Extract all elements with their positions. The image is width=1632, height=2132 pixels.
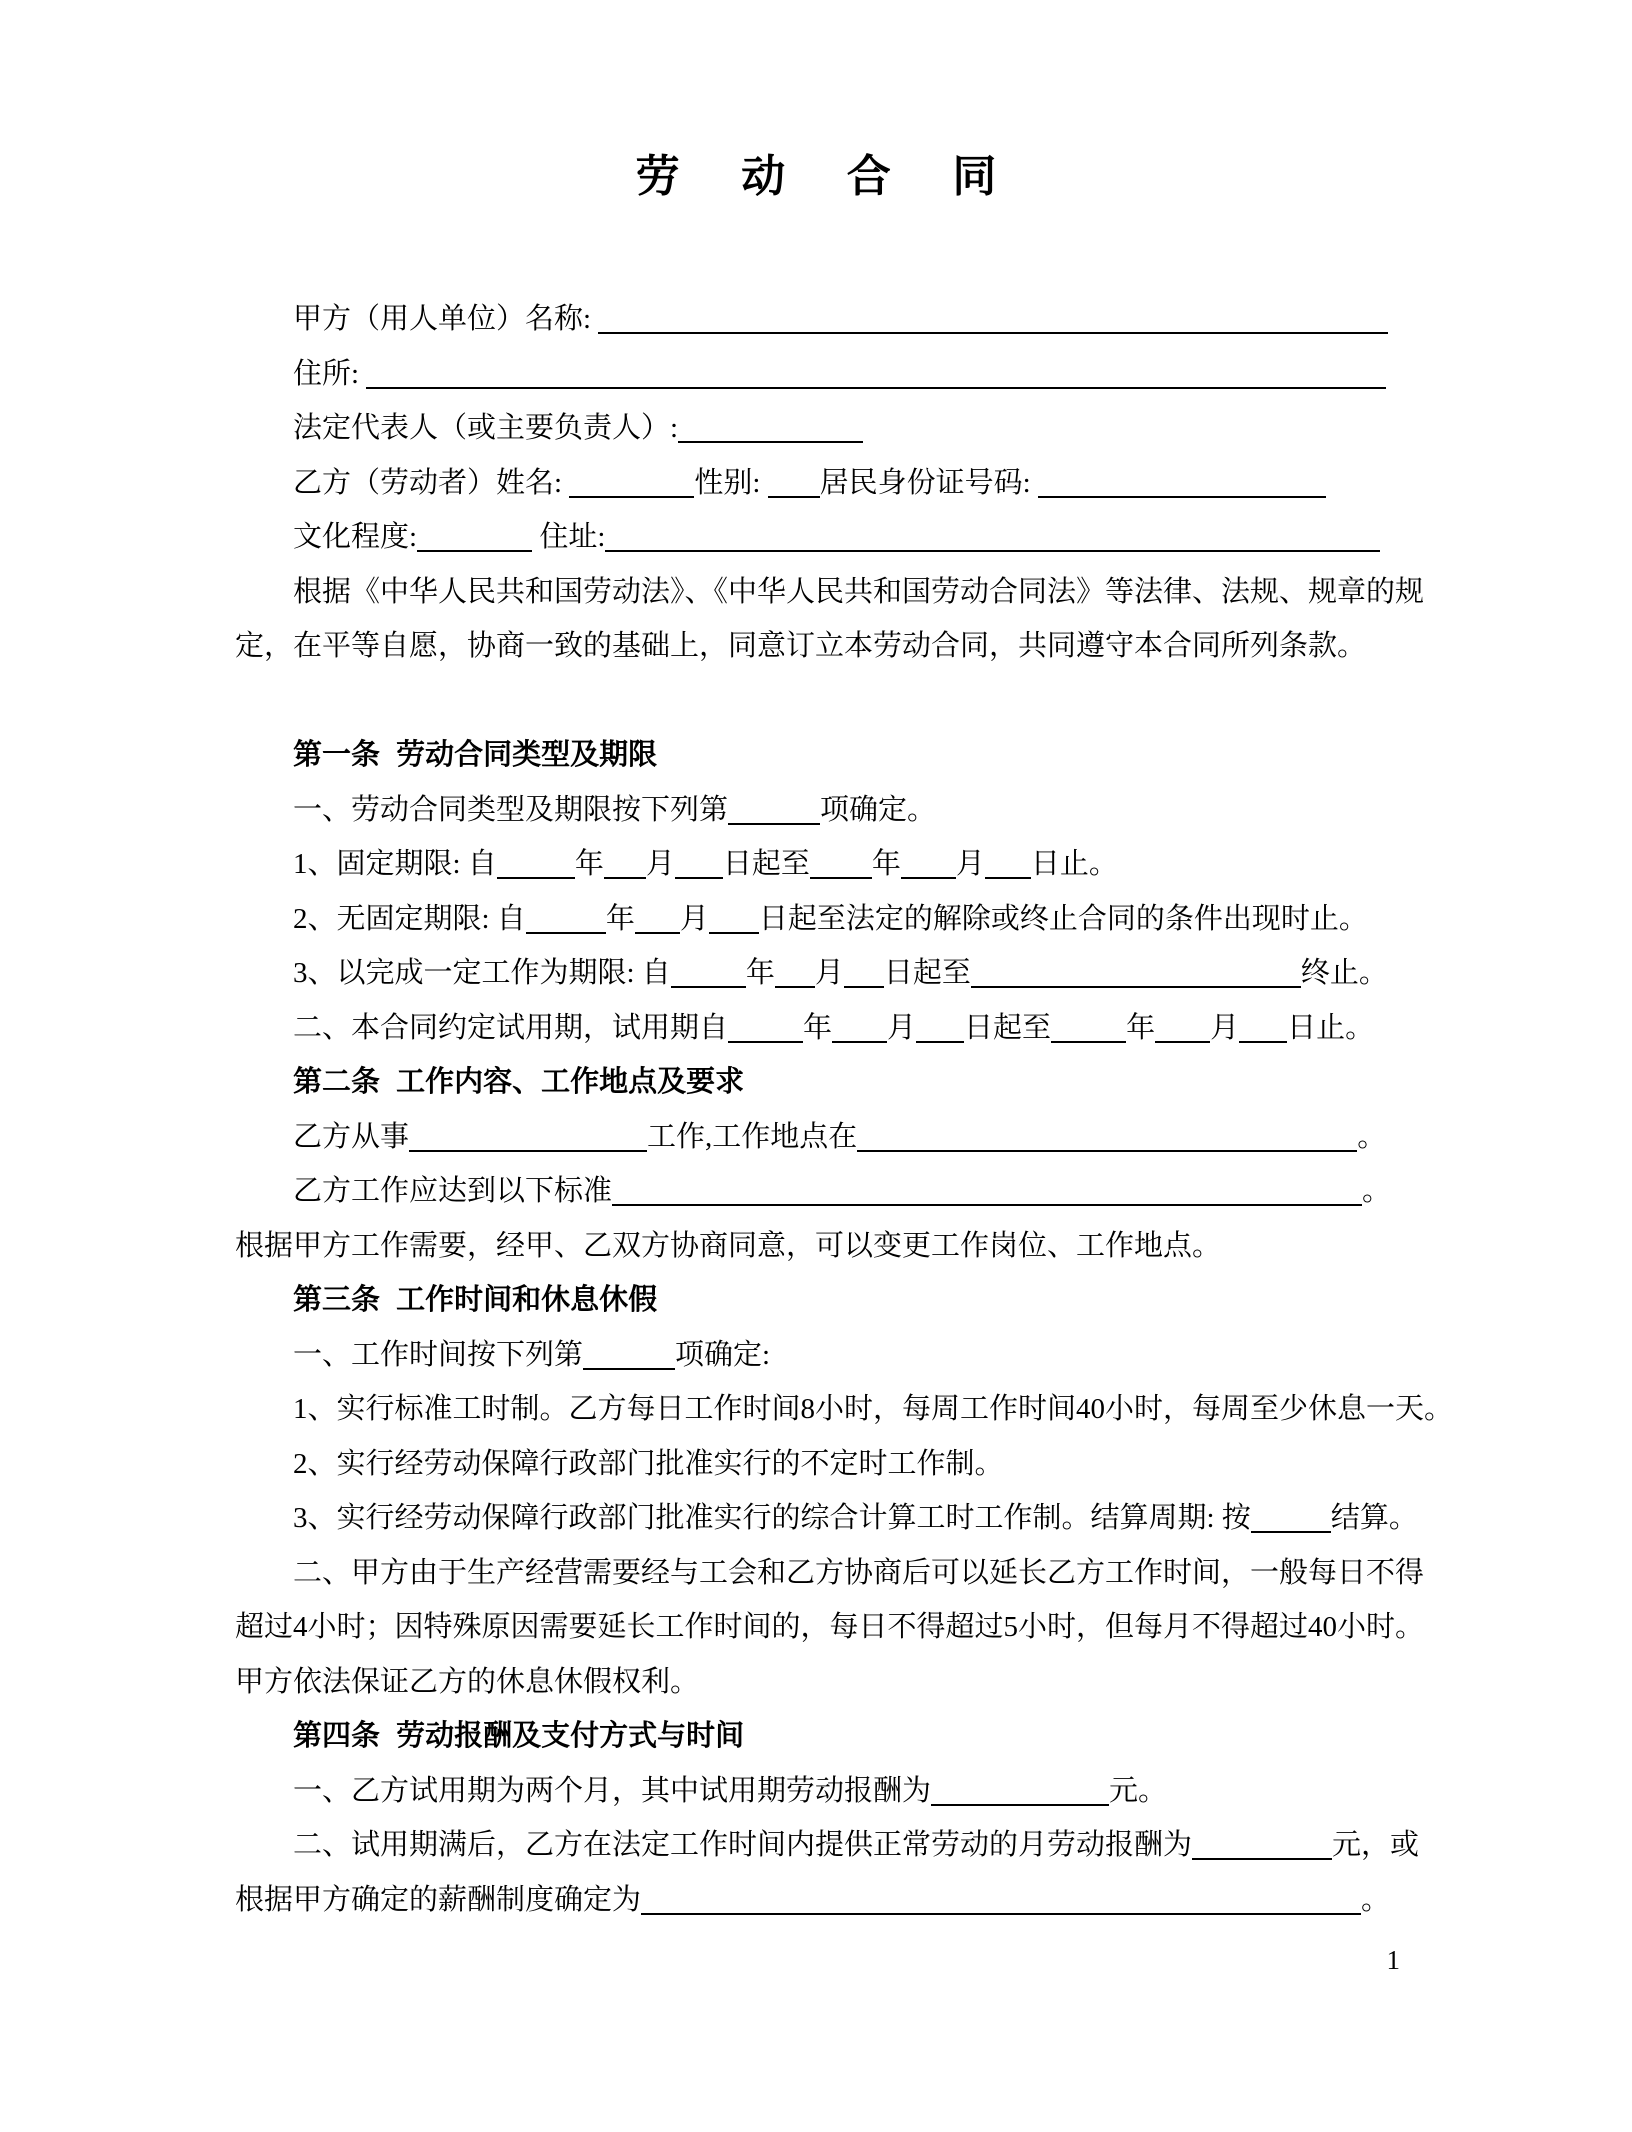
text-run: 终止。 bbox=[1300, 957, 1388, 989]
blank-field bbox=[985, 849, 1031, 879]
text-run: 住址: bbox=[532, 521, 606, 553]
text-run: 性别: bbox=[694, 466, 768, 499]
section-heading bbox=[235, 1055, 1400, 1110]
text-run: 2、无固定期限: 自 bbox=[293, 902, 526, 935]
blank-field bbox=[768, 468, 820, 498]
text-run: 二、本合同约定试用期，试用期自 bbox=[293, 1011, 729, 1044]
blank-field bbox=[709, 904, 759, 934]
document-title bbox=[0, 146, 1632, 208]
text-run: 日起至法定的解除或终止合同的条件出现时止。 bbox=[758, 902, 1368, 935]
blank-field bbox=[675, 849, 723, 879]
text-run: 居民身份证号码: bbox=[819, 466, 1038, 499]
text-run: 住所: bbox=[293, 357, 367, 390]
text-run: 乙方从事 bbox=[293, 1120, 410, 1153]
contract-line bbox=[235, 1546, 1425, 1601]
text-run: 3、实行经劳动保障行政部门批准实行的综合计算工时工作制。结算周期: 按 bbox=[293, 1502, 1251, 1534]
section-heading bbox=[235, 728, 1400, 783]
text-run: 。 bbox=[1362, 1175, 1392, 1207]
text-run: 年 bbox=[803, 1011, 833, 1044]
contract-line bbox=[235, 1110, 1400, 1165]
text-run: 第二条 工作内容、工作地点及要求 bbox=[293, 1066, 745, 1098]
contract-line bbox=[235, 1219, 1400, 1274]
blank-field bbox=[931, 1776, 1109, 1806]
blank-field bbox=[844, 958, 884, 988]
contract-line bbox=[235, 401, 1400, 456]
blank-field bbox=[728, 795, 820, 825]
blank-field bbox=[971, 958, 1301, 988]
text-run: 一、乙方试用期为两个月，其中试用期劳动报酬为 bbox=[293, 1774, 932, 1807]
blank-field bbox=[678, 413, 863, 443]
text-run: 甲方（用人单位）名称: bbox=[293, 303, 599, 335]
contract-line bbox=[235, 837, 1400, 892]
contract-line bbox=[235, 1655, 1400, 1710]
text-run: 元，或 bbox=[1332, 1829, 1420, 1861]
text-run: 结算。 bbox=[1330, 1502, 1418, 1534]
blank-field bbox=[635, 904, 680, 934]
contract-line bbox=[235, 1328, 1400, 1383]
text-run: 月 bbox=[679, 902, 709, 935]
text-run: 项确定: bbox=[675, 1338, 771, 1371]
blank-field bbox=[857, 1122, 1357, 1152]
text-run: 甲方依法保证乙方的休息休假权利。 bbox=[235, 1665, 700, 1698]
text-run: 月 bbox=[645, 848, 675, 880]
contract-line bbox=[235, 1001, 1400, 1056]
contract-line bbox=[235, 292, 1400, 347]
text-run: 工作,工作地点在 bbox=[647, 1120, 858, 1153]
blank-field bbox=[497, 849, 575, 879]
text-run: 1、固定期限: 自 bbox=[293, 848, 497, 880]
blank-field bbox=[1192, 1830, 1332, 1860]
text-run: 。 bbox=[1357, 1120, 1387, 1153]
text-run: 年 bbox=[574, 848, 604, 880]
blank-field bbox=[641, 1885, 1361, 1915]
blank-field bbox=[605, 522, 1380, 552]
text-run: 乙方工作应达到以下标准 bbox=[293, 1175, 613, 1207]
contract-line bbox=[235, 347, 1400, 402]
contract-line bbox=[235, 1382, 1454, 1437]
text-run: 2、实行经劳动保障行政部门批准实行的不定时工作制。 bbox=[293, 1447, 1004, 1480]
contract-line bbox=[235, 783, 1400, 838]
text-run: 定，在平等自愿，协商一致的基础上，同意订立本劳动合同，共同遵守本合同所列条款。 bbox=[235, 630, 1367, 662]
text-run: 日止。 bbox=[1030, 848, 1118, 880]
blank-field bbox=[671, 958, 746, 988]
blank-field bbox=[775, 958, 815, 988]
text-run: 项确定。 bbox=[820, 793, 937, 826]
blank-field bbox=[612, 1176, 1362, 1206]
text-run: 文化程度: bbox=[293, 521, 418, 553]
text-run: 1、实行标准工时制。乙方每日工作时间8小时，每周工作时间40小时，每周至少休息一天。 bbox=[293, 1393, 1454, 1425]
section-heading bbox=[235, 1709, 1400, 1764]
blank-field bbox=[604, 849, 646, 879]
text-run: 日起至 bbox=[722, 848, 810, 880]
text-run: 第三条 工作时间和休息休假 bbox=[293, 1284, 658, 1316]
text-run: 3、以完成一定工作为期限: 自 bbox=[293, 957, 671, 989]
document-title-text: 劳动合同 bbox=[635, 152, 1058, 201]
blank-field bbox=[916, 1013, 964, 1043]
text-run: 月 bbox=[887, 1011, 917, 1044]
text-run: 超过4小时；因特殊原因需要延长工作时间的，每日不得超过5小时，但每月不得超过40小时。 bbox=[235, 1611, 1425, 1643]
text-run: 月 bbox=[1210, 1011, 1240, 1044]
blank-field bbox=[728, 1013, 803, 1043]
blank-field bbox=[1251, 1503, 1331, 1533]
page-number: 1 bbox=[1386, 1945, 1400, 1975]
text-run: 第一条 劳动合同类型及期限 bbox=[293, 739, 658, 771]
contract-line bbox=[235, 946, 1400, 1001]
text-run: 月 bbox=[814, 957, 844, 989]
text-run: 日止。 bbox=[1287, 1011, 1375, 1044]
text-run: 月 bbox=[955, 848, 985, 880]
blank-field bbox=[598, 304, 1388, 334]
text-run: 二、试用期满后，乙方在法定工作时间内提供正常劳动的月劳动报酬为 bbox=[293, 1829, 1193, 1861]
blank-field bbox=[1155, 1013, 1210, 1043]
contract-line bbox=[235, 619, 1400, 674]
blank-field bbox=[366, 359, 1386, 389]
contract-body bbox=[235, 292, 1454, 1927]
section-heading bbox=[235, 1273, 1400, 1328]
contract-line bbox=[235, 1437, 1400, 1492]
contract-line bbox=[235, 674, 1400, 729]
text-run: 年 bbox=[605, 902, 635, 935]
blank-field bbox=[409, 1122, 647, 1152]
contract-line bbox=[235, 456, 1400, 511]
text-run: 。 bbox=[1361, 1883, 1391, 1916]
blank-field bbox=[583, 1340, 675, 1370]
text-run: 根据甲方工作需要，经甲、乙双方协商同意，可以变更工作岗位、工作地点。 bbox=[235, 1229, 1222, 1262]
text-run: 元。 bbox=[1109, 1774, 1168, 1807]
text-run: 法定代表人（或主要负责人）: bbox=[293, 412, 679, 444]
text-run: 一、工作时间按下列第 bbox=[293, 1338, 584, 1371]
blank-field bbox=[569, 468, 694, 498]
blank-field bbox=[832, 1013, 887, 1043]
text-run: 年 bbox=[871, 848, 901, 880]
contract-line bbox=[235, 510, 1400, 565]
text-run: 一、劳动合同类型及期限按下列第 bbox=[293, 793, 729, 826]
text-run: 第四条 劳动报酬及支付方式与时间 bbox=[293, 1720, 745, 1752]
blank-field bbox=[810, 849, 872, 879]
blank-field bbox=[417, 522, 532, 552]
contract-line bbox=[235, 1818, 1420, 1873]
contract-line bbox=[235, 565, 1425, 620]
text-run: 年 bbox=[745, 957, 775, 989]
text-run: 根据《中华人民共和国劳动法》、《中华人民共和国劳动合同法》等法律、法规、规章的规 bbox=[293, 575, 1425, 608]
text-run: 日起至 bbox=[883, 957, 971, 989]
text-run: 根据甲方确定的薪酬制度确定为 bbox=[235, 1883, 642, 1916]
blank-field bbox=[526, 904, 606, 934]
contract-line bbox=[235, 1873, 1400, 1928]
contract-line bbox=[235, 1764, 1400, 1819]
text-run: 二、甲方由于生产经营需要经与工会和乙方协商后可以延长乙方工作时间，一般每日不得 bbox=[293, 1556, 1425, 1589]
blank-field bbox=[1038, 468, 1326, 498]
blank-field bbox=[1051, 1013, 1126, 1043]
text-run: 乙方（劳动者）姓名: bbox=[293, 466, 570, 499]
blank-field bbox=[1239, 1013, 1287, 1043]
contract-line bbox=[235, 1164, 1400, 1219]
contract-line bbox=[235, 1600, 1425, 1655]
blank-field bbox=[901, 849, 956, 879]
text-run: 日起至 bbox=[964, 1011, 1052, 1044]
contract-line bbox=[235, 1491, 1418, 1546]
text-run: 年 bbox=[1126, 1011, 1156, 1044]
contract-line bbox=[235, 892, 1400, 947]
